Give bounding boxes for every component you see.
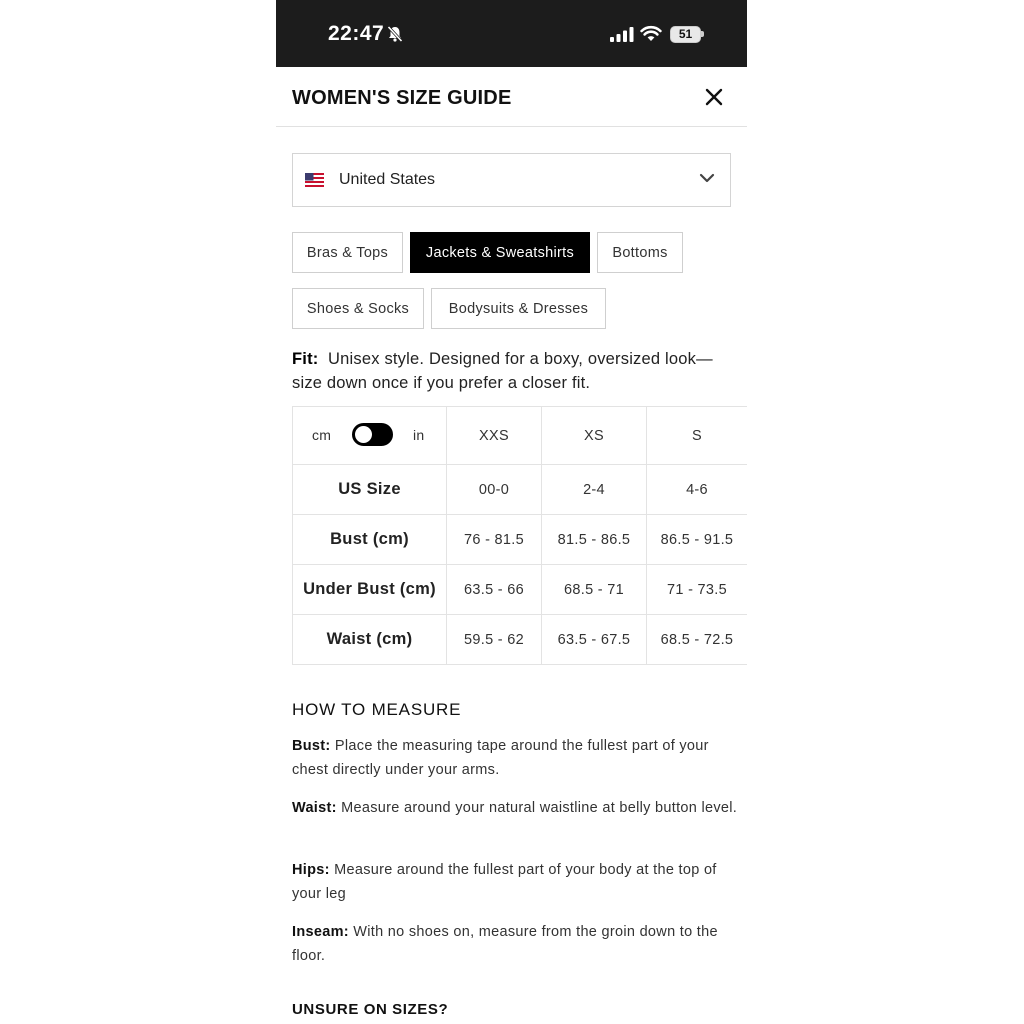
country-select[interactable]	[292, 153, 731, 207]
table-cell: 81.5 - 86.5	[542, 515, 647, 565]
size-header-xxs: XXS	[447, 407, 542, 465]
measure-item-bust	[292, 734, 742, 782]
modal-header	[276, 67, 747, 127]
table-cell: 2-4	[542, 465, 647, 515]
cellular-signal-icon	[610, 26, 634, 42]
size-header-row	[293, 407, 748, 465]
unit-toggle[interactable]	[352, 423, 393, 446]
table-row	[293, 565, 748, 615]
unsure-heading: UNSURE ON SIZES?	[292, 1001, 449, 1018]
table-cell: 59.5 - 62	[447, 615, 542, 665]
table-cell: 68.5 - 72.5	[647, 615, 748, 665]
battery-level: 51	[670, 26, 701, 43]
table-cell: 63.5 - 66	[447, 565, 542, 615]
close-icon[interactable]	[704, 87, 724, 107]
measure-text: Place the measuring tape around the fullest part of your chest directly under your arms.	[292, 738, 709, 778]
table-cell: 71 - 73.5	[647, 565, 748, 615]
tab-bras-tops[interactable]: Bras & Tops	[292, 232, 403, 273]
size-header-xs: XS	[542, 407, 647, 465]
table-row	[293, 615, 748, 665]
status-time: 22:47	[328, 22, 385, 45]
measure-item-waist	[292, 796, 742, 820]
table-row	[293, 515, 748, 565]
country-select-value: United States	[339, 171, 436, 188]
table-cell: 68.5 - 71	[542, 565, 647, 615]
size-table	[292, 406, 747, 665]
measure-term: Waist:	[292, 800, 337, 816]
table-cell: 63.5 - 67.5	[542, 615, 647, 665]
unit-in-label: in	[413, 427, 425, 443]
measure-item-inseam	[292, 920, 742, 968]
unit-cm-label: cm	[312, 427, 332, 443]
row-label: US Size	[293, 465, 447, 515]
phone-screen	[276, 0, 747, 1024]
tab-shoes-socks[interactable]: Shoes & Socks	[292, 288, 424, 329]
table-cell: 86.5 - 91.5	[647, 515, 748, 565]
tab-jackets-sweatshirts[interactable]: Jackets & Sweatshirts	[410, 232, 590, 273]
us-flag-icon	[305, 173, 324, 187]
table-cell: 4-6	[647, 465, 748, 515]
measure-term: Bust:	[292, 738, 331, 754]
size-header-s: S	[647, 407, 748, 465]
table-row	[293, 465, 748, 515]
table-cell: 00-0	[447, 465, 542, 515]
measure-term: Hips:	[292, 862, 330, 878]
tab-bodysuits-dresses[interactable]: Bodysuits & Dresses	[431, 288, 606, 329]
measure-text: Measure around your natural waistline at belly button level.	[341, 800, 738, 816]
unit-toggle-cell	[293, 407, 447, 465]
fit-description	[292, 347, 737, 395]
tab-bottoms[interactable]: Bottoms	[597, 232, 683, 273]
measure-text: Measure around the fullest part of your body at the top of your leg	[292, 862, 717, 902]
fit-text: Unisex style. Designed for a boxy, oversized look—size down once if you prefer a closer fit.	[292, 350, 713, 392]
measure-term: Inseam:	[292, 924, 349, 940]
row-label: Waist (cm)	[293, 615, 447, 665]
battery-icon	[670, 26, 704, 43]
fit-label: Fit:	[292, 350, 319, 368]
chevron-down-icon	[699, 172, 715, 184]
row-label: Under Bust (cm)	[293, 565, 447, 615]
row-label: Bust (cm)	[293, 515, 447, 565]
status-bar	[276, 0, 747, 67]
page-title: WOMEN'S SIZE GUIDE	[292, 87, 512, 109]
how-to-measure-heading: HOW TO MEASURE	[292, 700, 462, 719]
table-cell: 76 - 81.5	[447, 515, 542, 565]
measure-text: With no shoes on, measure from the groin down to the floor.	[292, 924, 718, 964]
toggle-knob	[355, 426, 372, 443]
measure-item-hips	[292, 858, 742, 906]
wifi-icon	[640, 24, 662, 42]
bell-muted-icon	[386, 25, 404, 43]
